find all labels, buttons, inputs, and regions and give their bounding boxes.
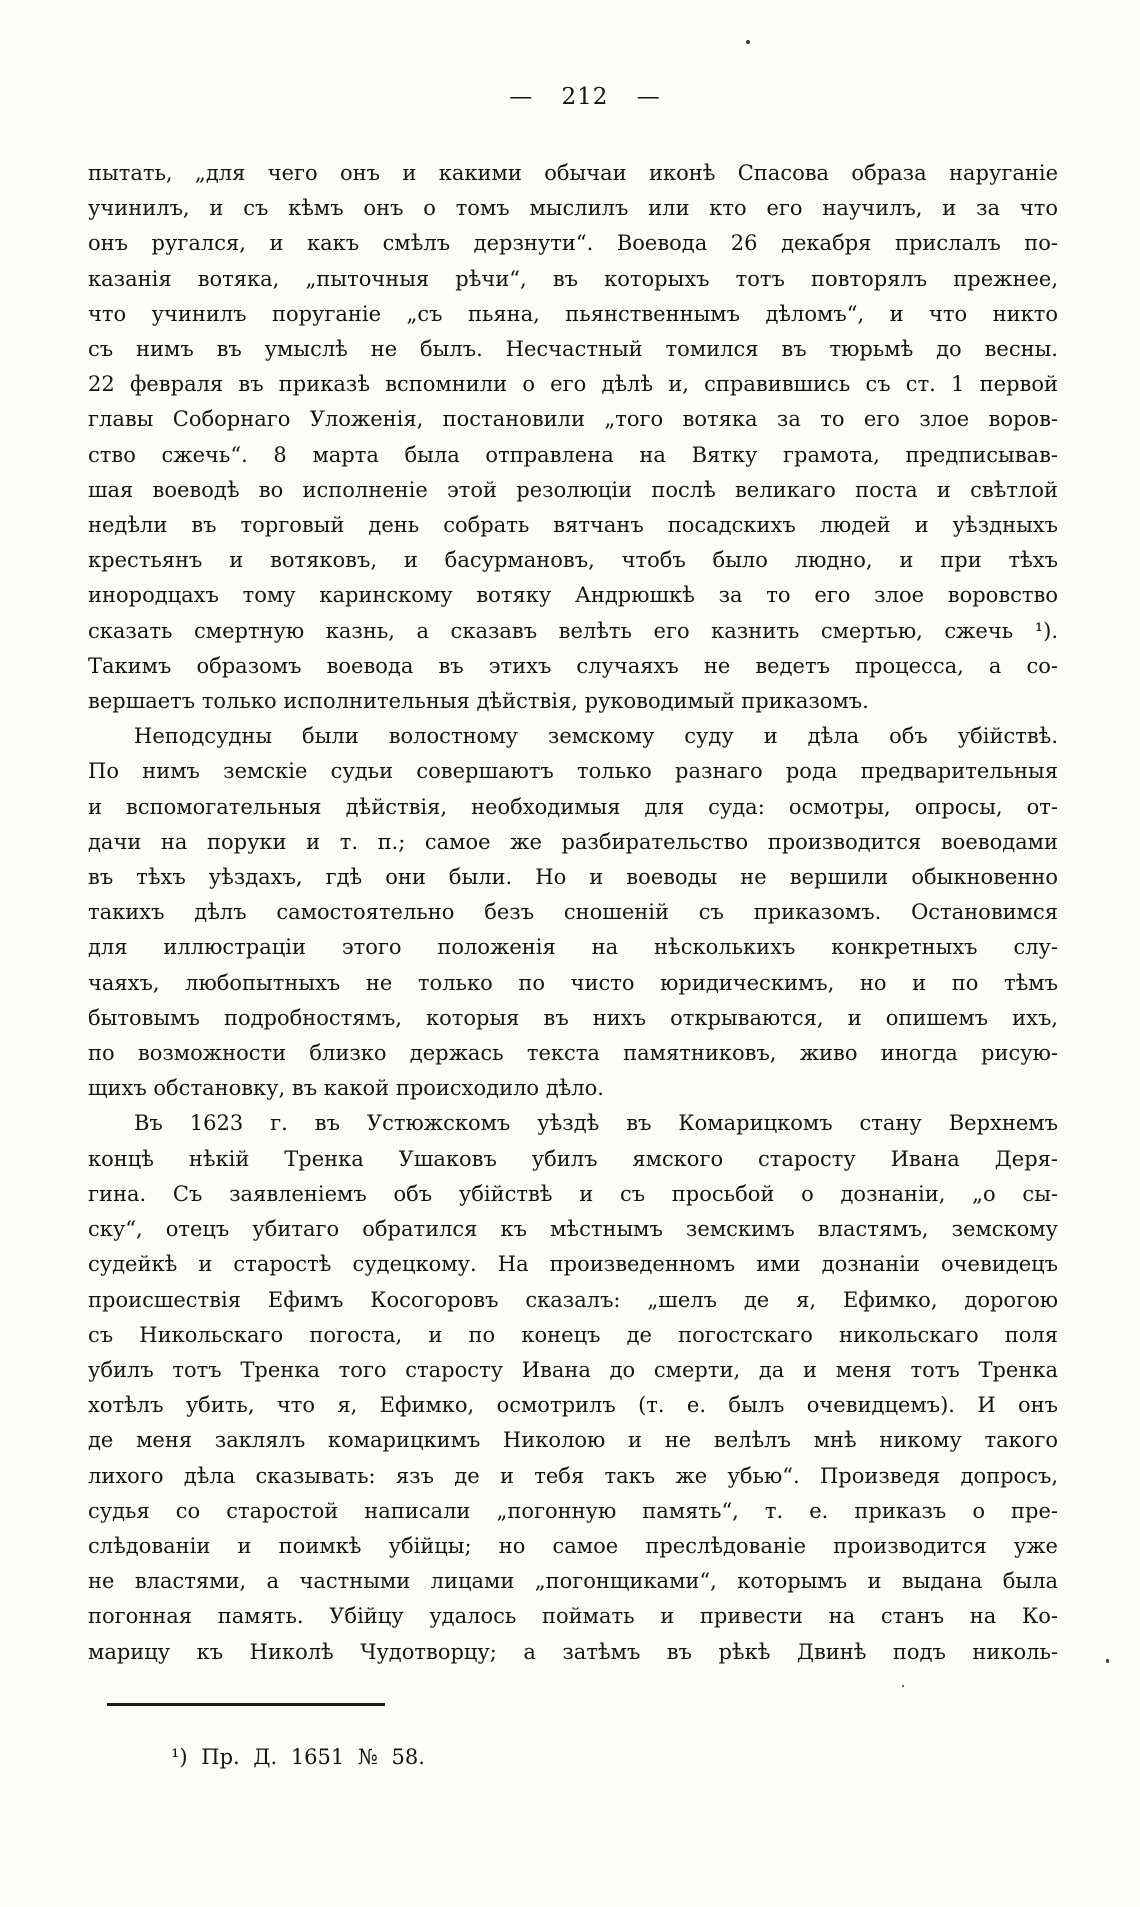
text-line: Такимъ образомъ воевода въ этихъ случаяхъ не ведетъ процесса, а со- — [88, 653, 1058, 678]
text-line: съ Никольскаго погоста, и по конецъ де погостскаго никольскаго поля — [88, 1322, 1058, 1347]
text-line: казанія вотяка, „пыточныя рѣчи“, въ которыхъ тотъ повторялъ прежнее, — [88, 266, 1058, 291]
text-line: и вспомогательныя дѣйствія, необходимыя для суда: осмотры, опросы, от- — [88, 794, 1058, 819]
text-line: шая воеводѣ во исполненіе этой резолюціи послѣ великаго поста и свѣтлой — [88, 477, 1058, 502]
text-line: судья со старостой написали „погонную память“, т. е. приказъ о пре- — [88, 1498, 1058, 1523]
text-line: хотѣлъ убить, что я, Ефимко, осмотрилъ (т. е. былъ очевидцемъ). И онъ — [88, 1393, 1058, 1418]
text-line: недѣли въ торговый день собрать вятчанъ посадскихъ людей и уѣздныхъ — [88, 513, 1058, 538]
text-line: для иллюстраціи этого положенія на нѣсколькихъ конкретныхъ слу- — [88, 935, 1058, 960]
text-line: ску“, отецъ убитаго обратился къ мѣстнымъ земскимъ властямъ, земскому — [88, 1217, 1058, 1242]
text-line: Неподсудны были волостному земскому суду и дѣла объ убійствѣ. — [134, 724, 1058, 749]
text-line: крестьянъ и вотяковъ, и басурмановъ, чтобъ было людно, и при тѣхъ — [88, 548, 1058, 573]
text-line: такихъ дѣлъ самостоятельно безъ сношеній съ приказомъ. Остановимся — [88, 900, 1058, 925]
text-line: учинилъ, и съ кѣмъ онъ о томъ мыслилъ или кто его научилъ, и за что — [88, 196, 1058, 221]
scan-speck — [746, 40, 750, 44]
text-line: сказать смертную казнь, а сказавъ велѣть его казнить смертью, сжечь ¹). — [88, 618, 1058, 643]
text-line: 22 февраля въ приказѣ вспомнили о его дѣлѣ и, справившись съ ст. 1 первой — [88, 372, 1058, 397]
text-line: чаяхъ, любопытныхъ не только по чисто юридическимъ, но и по тѣмъ — [88, 970, 1058, 995]
text-line: онъ ругался, и какъ смѣлъ дерзнути“. Воевода 26 декабря прислалъ по- — [88, 231, 1058, 256]
text-line: главы Соборнаго Уложенія, постановили „того вотяка за то его злое воров- — [88, 407, 1058, 432]
text-line: гина. Съ заявленіемъ объ убійствѣ и съ просьбой о дознаніи, „о сы- — [88, 1181, 1058, 1206]
footnote-divider — [107, 1703, 385, 1706]
page-number: — 212 — — [509, 84, 661, 110]
text-line: по возможности близко держась текста памятниковъ, живо иногда рисую- — [88, 1041, 1058, 1066]
text-line: слѣдованіи и поимкѣ убійцы; но самое преслѣдованіе производится уже — [88, 1533, 1058, 1558]
text-line: По нимъ земскіе судьи совершаютъ только разнаго рода предварительныя — [88, 759, 1058, 784]
text-line: марицу къ Николѣ Чудотворцу; а затѣмъ въ рѣкѣ Двинѣ подъ николь- — [88, 1639, 1058, 1664]
text-line: въ тѣхъ уѣздахъ, гдѣ они были. Но и воеводы не вершили обыкновенно — [88, 865, 1058, 890]
text-line: ство сжечь“. 8 марта была отправлена на Вятку грамота, предписывав- — [88, 442, 1058, 467]
text-line: Въ 1623 г. въ Устюжскомъ уѣздѣ въ Комарицкомъ стану Верхнемъ — [134, 1111, 1058, 1136]
text-line: не властями, а частными лицами „погонщиками“, которымъ и выдана была — [88, 1569, 1058, 1594]
text-line: происшествія Ефимъ Косогоровъ сказалъ: „шелъ де я, Ефимко, дорогою — [88, 1287, 1058, 1312]
text-line: вершаетъ только исполнительныя дѣйствія, руководимый приказомъ. — [88, 689, 869, 714]
text-line: де меня заклялъ комарицкимъ Николою и не велѣлъ мнѣ никому такого — [88, 1428, 1058, 1453]
scan-speck — [1106, 1659, 1109, 1663]
text-line: бытовымъ подробностямъ, которыя въ нихъ открываются, и опишемъ ихъ, — [88, 1005, 1058, 1030]
text-line: лихого дѣла сказывать: язъ де и тебя такъ же убью“. Произведя допросъ, — [88, 1463, 1058, 1488]
text-line: судейкѣ и старостѣ судецкому. На произведенномъ ими дознаніи очевидецъ — [88, 1252, 1058, 1277]
text-line: что учинилъ поруганіе „съ пьяна, пьянственнымъ дѣломъ“, и что никто — [88, 301, 1058, 326]
text-line: щихъ обстановку, въ какой происходило дѣло. — [88, 1076, 604, 1101]
text-line: убилъ тотъ Тренка того старосту Ивана до смерти, да и меня тотъ Тренка — [88, 1357, 1058, 1382]
text-line: погонная память. Убійцу удалось поймать и привести на станъ на Ко- — [88, 1604, 1058, 1629]
footnote: ¹) Пр. Д. 1651 № 58. — [171, 1745, 425, 1769]
scan-speck — [902, 1685, 904, 1687]
body-text — [88, 156, 1058, 1670]
text-line: съ нимъ въ умыслѣ не былъ. Несчастный томился въ тюрьмѣ до весны. — [88, 337, 1058, 362]
text-line: дачи на поруки и т. п.; самое же разбирательство производится воеводами — [88, 829, 1058, 854]
text-line: пытать, „для чего онъ и какими обычаи иконѣ Спасова образа наруганіе — [88, 161, 1058, 185]
text-line: концѣ нѣкій Тренка Ушаковъ убилъ ямского старосту Ивана Деря- — [88, 1146, 1058, 1171]
text-line: инородцахъ тому каринскому вотяку Андрюшкѣ за то его злое воровство — [88, 583, 1058, 608]
